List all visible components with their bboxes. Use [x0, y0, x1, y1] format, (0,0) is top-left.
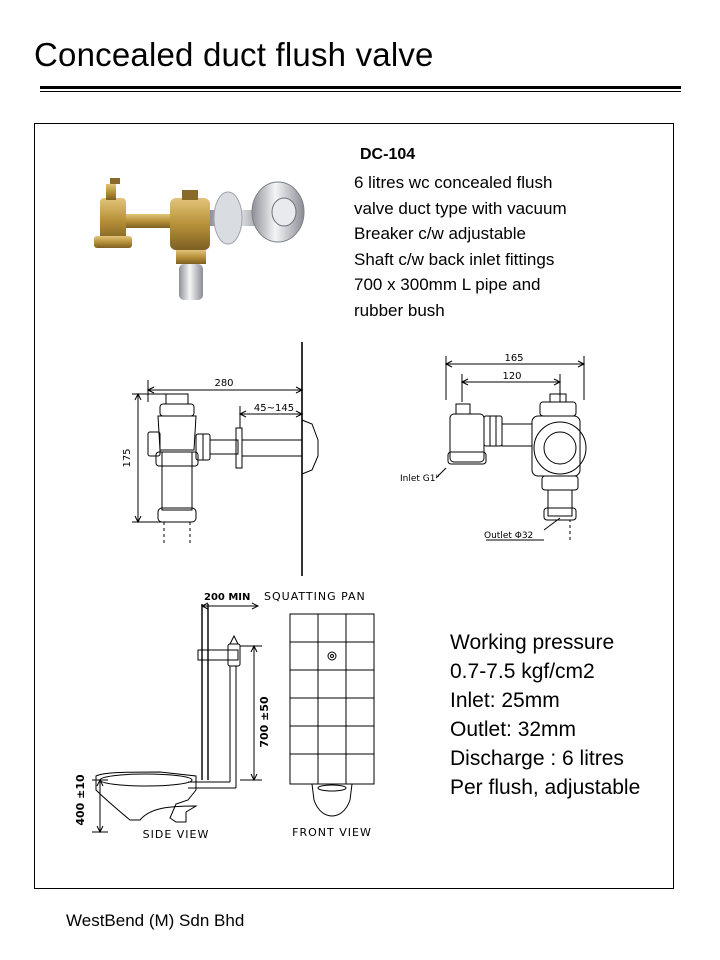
- spec-line: Per flush, adjustable: [450, 776, 641, 799]
- description-line: Breaker c/w adjustable: [354, 224, 526, 243]
- specifications: [450, 628, 640, 802]
- side-view-label: SIDE VIEW: [142, 828, 210, 841]
- spec-line: Inlet: 25mm: [450, 689, 560, 712]
- dim-45-145: 45~145: [253, 403, 295, 414]
- spec-line: Discharge : 6 litres: [450, 747, 624, 770]
- spec-line: Working pressure: [450, 631, 615, 654]
- dim-175: 175: [122, 448, 133, 468]
- spec-line: Outlet: 32mm: [450, 718, 577, 741]
- model-number: DC-104: [360, 146, 416, 163]
- description-line: valve duct type with vacuum: [354, 198, 567, 218]
- dim-400: 400 ±10: [74, 774, 87, 826]
- description-line: rubber bush: [354, 300, 445, 320]
- front-view-label: FRONT VIEW: [292, 826, 372, 839]
- description-line: 6 litres wc concealed flush: [354, 173, 553, 192]
- dim-700: 700 ±50: [258, 696, 271, 748]
- installation-front-view: [290, 614, 374, 816]
- installation-side-view: [92, 603, 262, 832]
- outlet-label: Outlet Φ32: [484, 531, 534, 541]
- front-elevation-drawing: [436, 356, 586, 540]
- page-title: Concealed duct flush valve: [34, 36, 434, 73]
- description-line: 700 x 300mm L pipe and: [354, 275, 541, 294]
- inlet-label: Inlet G1": [400, 474, 440, 484]
- dim-120: 120: [502, 371, 522, 382]
- pan-label: SQUATTING PAN: [264, 590, 366, 603]
- min-label: 200 MIN: [204, 592, 251, 603]
- spec-line: 0.7-7.5 kgf/cm2: [450, 660, 595, 683]
- dim-165: 165: [504, 353, 524, 364]
- description-line: Shaft c/w back inlet fittings: [354, 249, 555, 269]
- dim-280: 280: [214, 378, 234, 389]
- company-footer: WestBend (M) Sdn Bhd: [66, 911, 245, 930]
